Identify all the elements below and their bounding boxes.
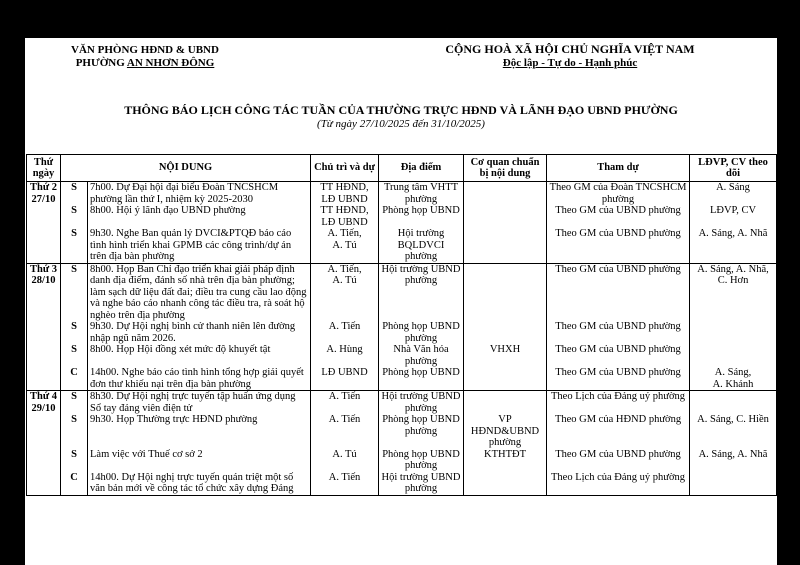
event-followup: A. Sáng, C. Hiền — [690, 414, 777, 449]
event-content: 7h00. Dự Đại hội đại biểu Đoàn TNCSHCM phường lần thứ I, nhiệm kỳ 2025-2030 — [88, 182, 311, 206]
document-page — [25, 38, 777, 565]
event-content: 9h30. Họp Thường trực HĐND phường — [88, 414, 311, 449]
event-chair: A. Tiến, A. Tú — [311, 263, 379, 321]
event-chair: A. Hùng — [311, 344, 379, 367]
session-marker: S — [61, 414, 88, 449]
table-row — [27, 367, 777, 391]
col-prep-header: Cơ quan chuẩn bị nội dung — [464, 155, 547, 182]
event-attendees: Theo GM của HĐND phường — [547, 414, 690, 449]
event-content: 9h30. Dự Hội nghị bình cử thanh niên lên đường nhập ngũ năm 2026. — [88, 321, 311, 344]
session-marker: S — [61, 263, 88, 321]
event-attendees: Theo GM của UBND phường — [547, 263, 690, 321]
table-row — [27, 344, 777, 367]
col-day-header: Thứ ngày — [27, 155, 61, 182]
national-motto: Độc lập - Tự do - Hạnh phúc — [502, 57, 638, 69]
ward-name: PHƯỜNG AN NHƠN ĐÔNG — [75, 57, 215, 69]
schedule-day: Thứ 3 28/10 — [27, 263, 61, 321]
event-attendees: Theo GM của UBND phường — [547, 367, 690, 391]
event-chair: A. Tiến — [311, 391, 379, 415]
col-chair-header: Chủ trì và dự — [311, 155, 379, 182]
event-content: 14h00. Dự Hội nghị trực tuyến quán triệt một số văn bản mới về công tác tổ chức xây dựng Đảng — [88, 472, 311, 496]
col-location-header: Địa điểm — [379, 155, 464, 182]
event-content: Làm việc với Thuế cơ sở 2 — [88, 449, 311, 472]
event-location: Hội trường BQLDVCI phường — [379, 228, 464, 263]
event-location: Hội trường UBND phường — [379, 391, 464, 415]
event-location: Phòng họp UBND phường — [379, 321, 464, 344]
event-prep-agency: VP HĐND&UBND phường — [464, 414, 547, 449]
table-row — [27, 391, 777, 415]
table-row — [27, 205, 777, 228]
document-title: THÔNG BÁO LỊCH CÔNG TÁC TUẦN CỦA THƯỜNG TRỰC HĐND VÀ LÃNH ĐẠO UBND PHƯỜNG — [124, 103, 678, 117]
event-followup: A. Sáng — [690, 182, 777, 206]
event-prep-agency — [464, 367, 547, 391]
schedule-day: Thứ 4 29/10 — [27, 391, 61, 415]
event-chair: A. Tiến — [311, 321, 379, 344]
event-followup: A. Sáng, A. Nhã — [690, 449, 777, 472]
event-chair: A. Tiến, A. Tú — [311, 228, 379, 263]
col-attend-header: Tham dự — [547, 155, 690, 182]
col-follow-header: LĐVP, CV theo dõi — [690, 155, 777, 182]
event-attendees: Theo Lịch của Đảng uỷ phường — [547, 391, 690, 415]
event-followup: A. Sáng, A. Nhã, C. Hơn — [690, 263, 777, 321]
schedule-day — [27, 344, 61, 367]
event-attendees: Theo GM của Đoàn TNCSHCM phường — [547, 182, 690, 206]
table-row — [27, 263, 777, 321]
event-location: Trung tâm VHTT phường — [379, 182, 464, 206]
event-content: 8h30. Dự Hội nghị trực tuyến tập huấn ứng dụng Sổ tay đảng viên điện tử — [88, 391, 311, 415]
event-attendees: Theo GM của UBND phường — [547, 228, 690, 263]
event-prep-agency: VHXH — [464, 344, 547, 367]
table-row — [27, 414, 777, 449]
event-followup — [690, 472, 777, 496]
table-row — [27, 449, 777, 472]
session-marker: S — [61, 449, 88, 472]
event-content: 8h00. Họp Ban Chỉ đạo triển khai giải pháp định danh địa điểm, đánh số nhà trên địa bàn phường; làm sạch dữ liệu đất đai; điều tra cung cầu lao động và nghe báo cáo nhanh công tác điều tra, rà soát hộ nghèo trên địa phường — [88, 263, 311, 321]
session-marker: S — [61, 228, 88, 263]
event-followup — [690, 391, 777, 415]
event-attendees: Theo GM của UBND phường — [547, 321, 690, 344]
event-chair: TT HĐND, LĐ UBND — [311, 182, 379, 206]
event-attendees: Theo GM của UBND phường — [547, 449, 690, 472]
event-prep-agency — [464, 205, 547, 228]
schedule-day — [27, 414, 61, 449]
event-prep-agency — [464, 263, 547, 321]
event-followup: LĐVP, CV — [690, 205, 777, 228]
session-marker: S — [61, 344, 88, 367]
schedule-day — [27, 321, 61, 344]
event-location: Phòng họp UBND — [379, 367, 464, 391]
event-location: Hội trường UBND phường — [379, 472, 464, 496]
table-row — [27, 182, 777, 206]
event-chair: A. Tiến — [311, 414, 379, 449]
session-marker: C — [61, 367, 88, 391]
schedule-day — [27, 449, 61, 472]
event-attendees: Theo GM của UBND phường — [547, 344, 690, 367]
table-row — [27, 228, 777, 263]
session-marker: S — [61, 321, 88, 344]
schedule-day — [27, 228, 61, 263]
schedule-day — [27, 367, 61, 391]
event-prep-agency: KTHTĐT — [464, 449, 547, 472]
session-marker: S — [61, 205, 88, 228]
event-followup: A. Sáng, A. Khánh — [690, 367, 777, 391]
event-location: Phòng họp UBND phường — [379, 414, 464, 449]
office-name: VĂN PHÒNG HĐND & UBND — [71, 44, 219, 56]
schedule-day — [27, 472, 61, 496]
event-location: Nhà Văn hóa phường — [379, 344, 464, 367]
event-chair: A. Tiến — [311, 472, 379, 496]
event-chair: LĐ UBND — [311, 367, 379, 391]
table-row — [27, 321, 777, 344]
date-range: (Từ ngày 27/10/2025 đến 31/10/2025) — [317, 118, 485, 130]
event-location: Hội trường UBND phường — [379, 263, 464, 321]
schedule-day — [27, 205, 61, 228]
event-followup: A. Sáng, A. Nhã — [690, 228, 777, 263]
table-row — [27, 472, 777, 496]
event-chair: A. Tú — [311, 449, 379, 472]
event-location: Phòng họp UBND — [379, 205, 464, 228]
col-content-header: NỘI DUNG — [61, 155, 311, 182]
table-header-row — [27, 155, 777, 182]
event-content: 8h00. Hội ý lãnh đạo UBND phường — [88, 205, 311, 228]
issuing-office — [65, 44, 225, 70]
event-followup — [690, 321, 777, 344]
schedule-table — [26, 154, 777, 496]
session-marker: S — [61, 391, 88, 415]
national-header — [425, 42, 715, 70]
event-content: 14h00. Nghe báo cáo tình hình tổng hợp giải quyết đơn thư khiếu nại trên địa bàn phường — [88, 367, 311, 391]
session-marker: S — [61, 182, 88, 206]
event-followup — [690, 344, 777, 367]
event-prep-agency — [464, 321, 547, 344]
event-attendees: Theo GM của UBND phường — [547, 205, 690, 228]
session-marker: C — [61, 472, 88, 496]
event-prep-agency — [464, 228, 547, 263]
event-prep-agency — [464, 182, 547, 206]
event-content: 9h30. Nghe Ban quản lý DVCI&PTQĐ báo cáo tình hình triển khai GPMB các công trình/dự án trên địa bàn phường — [88, 228, 311, 263]
event-prep-agency — [464, 391, 547, 415]
event-chair: TT HĐND, LĐ UBND — [311, 205, 379, 228]
schedule-day: Thứ 2 27/10 — [27, 182, 61, 206]
event-prep-agency — [464, 472, 547, 496]
event-content: 8h00. Họp Hội đồng xét mức độ khuyết tật — [88, 344, 311, 367]
nation-name: CỘNG HOÀ XÃ HỘI CHỦ NGHĨA VIỆT NAM — [445, 42, 695, 56]
event-location: Phòng họp UBND phường — [379, 449, 464, 472]
event-attendees: Theo Lịch của Đảng uỷ phường — [547, 472, 690, 496]
